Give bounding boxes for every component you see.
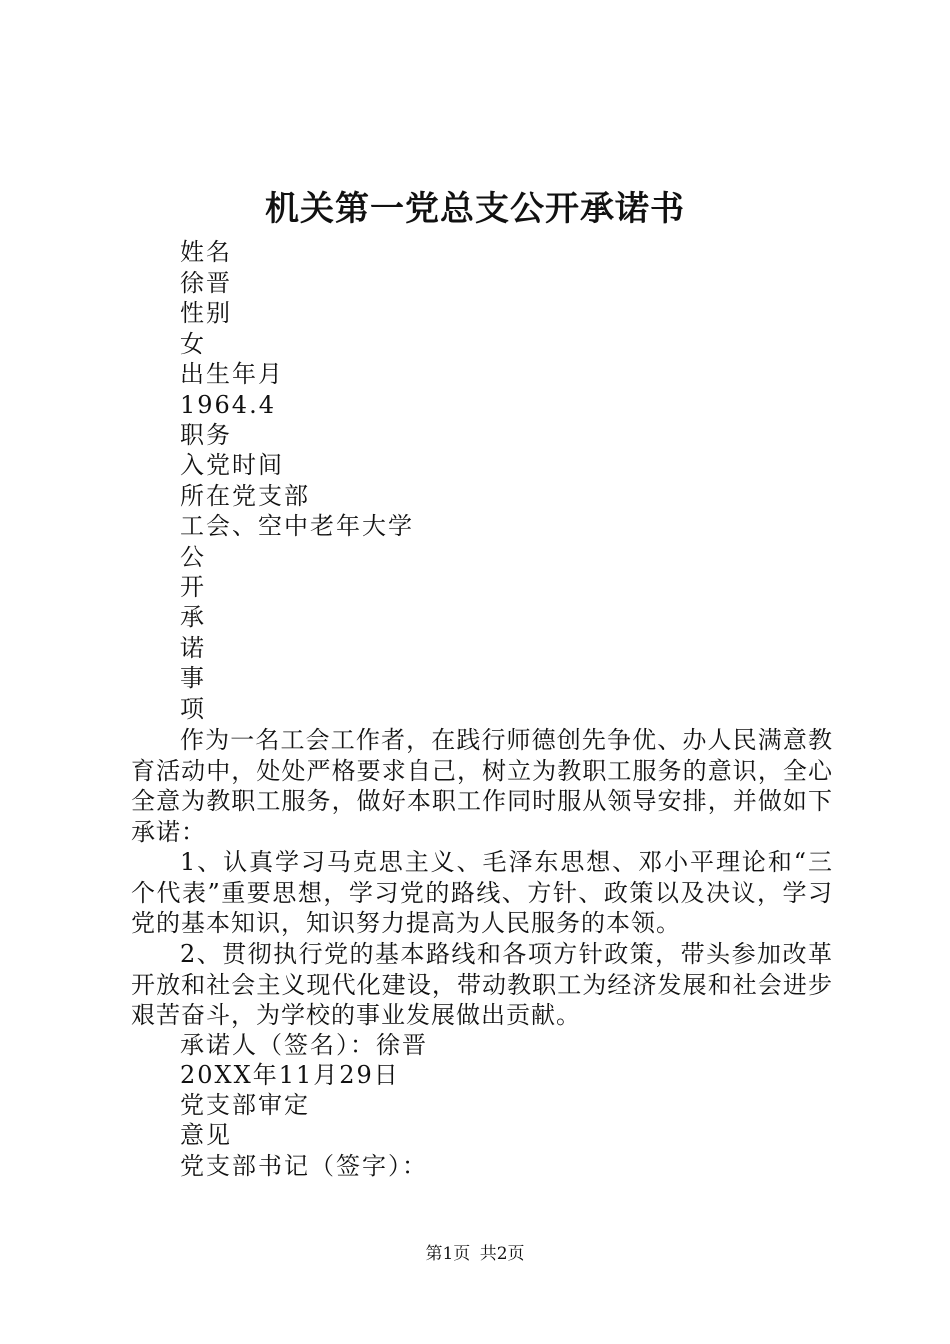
intro-paragraph: 作为一名工会工作者，在践行师德创先争优、办人民满意教育活动中，处处严格要求自己，树立为教职工服务的意识，全心全意为教职工服务，做好本职工作同时服从领导安排，并做如下承诺： [131,726,833,847]
commitment-heading-char-5: 事 [180,664,206,692]
commitment-heading-char-2: 开 [180,573,206,601]
document-title: 机关第一党总支公开承诺书 [265,189,685,229]
field-gender-label: 性别 [180,299,232,327]
page-total: 共2页 [479,1244,525,1264]
page-footer [0,1242,950,1266]
field-name-value: 徐晋 [180,269,232,297]
commitment-heading-char-1: 公 [180,543,206,571]
field-position-label: 职务 [180,421,232,449]
commitment-item-2: 2、贯彻执行党的基本路线和各项方针政策，带头参加改革开放和社会主义现代化建设，带动教职工为经济发展和社会进步艰苦奋斗，为学校的事业发展做出贡献。 [131,940,833,1030]
secretary-signature-label: 党支部书记（签字）： [180,1152,428,1180]
commitment-heading-char-6: 项 [180,695,206,723]
field-birth-value: 1964.4 [180,391,276,419]
field-name-label: 姓名 [180,238,232,266]
commitment-heading-char-3: 承 [180,603,206,631]
commitment-heading-char-4: 诺 [180,634,206,662]
signer-line: 承诺人（签名）：徐晋 [180,1031,428,1059]
field-birth-label: 出生年月 [180,360,284,388]
opinion-label: 意见 [180,1121,232,1149]
sign-date: 20XX年11月29日 [180,1061,400,1089]
field-branch-label: 所在党支部 [180,482,310,510]
field-gender-value: 女 [180,330,206,358]
field-branch-value: 工会、空中老年大学 [180,512,414,540]
page-number: 第1页 [425,1244,471,1264]
field-join-date-label: 入党时间 [180,451,284,479]
commitment-item-1: 1、认真学习马克思主义、毛泽东思想、邓小平理论和“三个代表”重要思想，学习党的路线、方针、政策以及决议，学习党的基本知识，知识努力提高为人民服务的本领。 [131,848,833,938]
branch-review-label: 党支部审定 [180,1091,310,1119]
